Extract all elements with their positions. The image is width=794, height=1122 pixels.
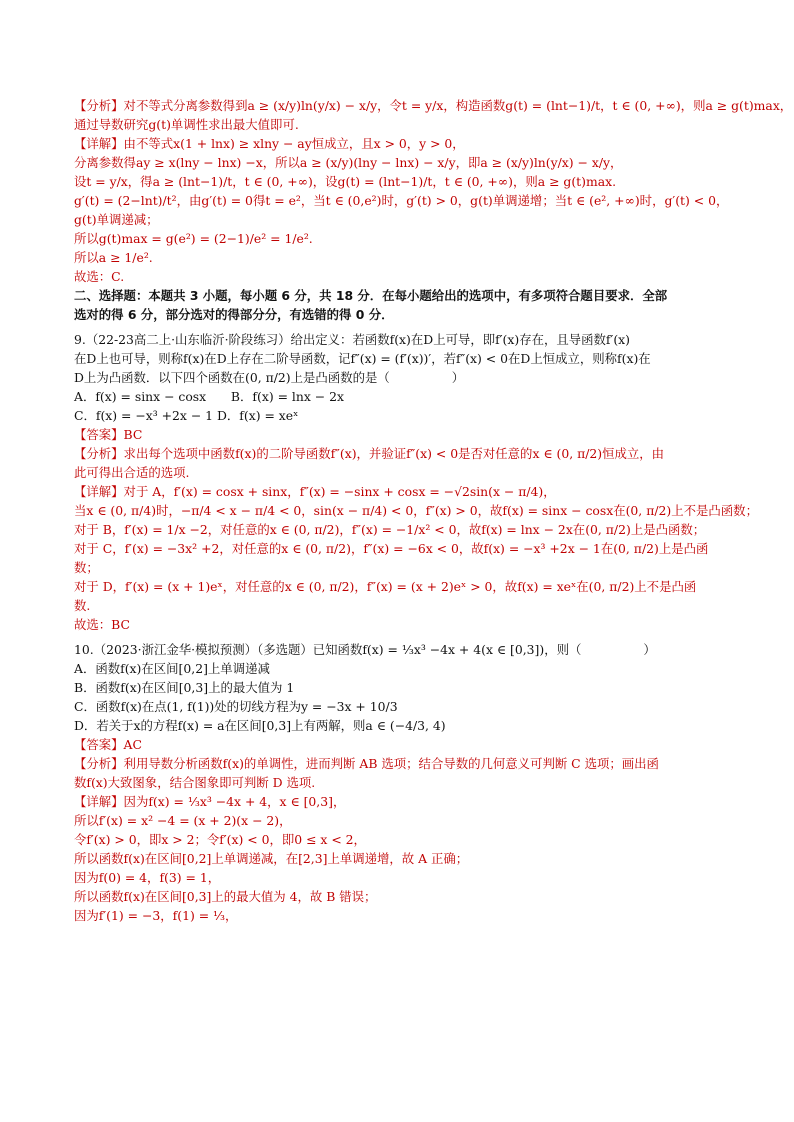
section-heading xyxy=(74,286,724,324)
text-line: 因为f′(1) = −3，f(1) = ⅓， xyxy=(74,908,238,923)
text-line: 所以a ≥ 1/e². xyxy=(74,250,153,265)
option-line: B．函数f(x)在区间[0,3]上的最大值为 1 xyxy=(74,680,295,695)
text-line: 故选：BC xyxy=(74,617,130,632)
text-line: 数f(x)大致图象，结合图象即可判断 D 选项. xyxy=(74,775,316,790)
option-line: A．f(x) = sinx − cosx B．f(x) = lnx − 2x xyxy=(74,389,344,404)
q8-analysis xyxy=(74,96,793,134)
text-line: 【详解】因为f(x) = ⅓x³ −4x + 4，x ∈ [0,3]， xyxy=(74,794,346,809)
text-line: 选对的得 6 分，部分选对的得部分分，有选错的得 0 分． xyxy=(74,307,394,322)
text-line: 对于 D，f′(x) = (x + 1)eˣ，对任意的x ∈ (0, π/2)，f″(x) = (x + 2)eˣ > 0，故f(x) = xeˣ在(0, π/2)上不是凸函 xyxy=(74,579,697,594)
q10-options xyxy=(74,659,724,735)
q10-answer: 【答案】AC xyxy=(74,737,142,752)
text-line: 9.（22-23高二上·山东临沂·阶段练习）给出定义：若函数f(x)在D上可导，即f′(x)存在，且导函数f′(x) xyxy=(74,332,630,347)
text-line: 因为f(0) = 4，f(3) = 1， xyxy=(74,870,221,885)
text-line: 令f′(x) > 0，即x > 2；令f′(x) < 0，即0 ≤ x < 2， xyxy=(74,832,366,847)
text-line: 【分析】对不等式分离参数得到a ≥ (x/y)ln(y/x) − x/y，令t = y/x，构造函数g(t) = (lnt−1)/t，t ∈ (0, +∞)，则a ≥ g(t)max， xyxy=(74,98,793,113)
option-line: D．若关于x的方程f(x) = a在区间[0,3]上有两解，则a ∈ (−4/3, 4) xyxy=(74,718,446,733)
text-line: 设t = y/x，得a ≥ (lnt−1)/t，t ∈ (0, +∞)，设g(t) = (lnt−1)/t，t ∈ (0, +∞)，则a ≥ g(t)max. xyxy=(74,174,617,189)
text-line: 所以函数f(x)在区间[0,3]上的最大值为 4，故 B 错误； xyxy=(74,889,377,904)
text-line: 所以g(t)max = g(e²) = (2−1)/e² = 1/e². xyxy=(74,231,313,246)
text-line: 数； xyxy=(74,560,99,575)
text-line: 对于 B，f′(x) = 1/x −2，对任意的x ∈ (0, π/2)，f″(x) = −1/x² < 0，故f(x) = lnx − 2x在(0, π/2)上是凸函数； xyxy=(74,522,706,537)
option-line: C．函数f(x)在点(1, f(1))处的切线方程为y = −3x + 10/3 xyxy=(74,699,398,714)
q9-answer: 【答案】BC xyxy=(74,427,143,442)
text-line: 所以f′(x) = x² −4 = (x + 2)(x − 2)， xyxy=(74,813,292,828)
q10-detail xyxy=(74,792,724,925)
q9-options xyxy=(74,387,724,425)
text-line: 通过导数研究g(t)单调性求出最大值即可. xyxy=(74,117,299,132)
text-line: 【分析】利用导数分析函数f(x)的单调性，进而判断 AB 选项；结合导数的几何意义可判断 C 选项；画出函 xyxy=(74,756,659,771)
q10-analysis xyxy=(74,754,724,792)
text-line: 【分析】求出每个选项中函数f(x)的二阶导函数f″(x)，并验证f″(x) < 0是否对任意的x ∈ (0, π/2)恒成立，由 xyxy=(74,446,665,461)
q10-stem: 10.（2023·浙江金华·模拟预测）（多选题）已知函数f(x) = ⅓x³ −4x + 4(x ∈ [0,3])，则（ ） xyxy=(74,642,656,657)
text-line: 此可得出合适的选项. xyxy=(74,465,190,480)
q9-detail xyxy=(74,482,758,634)
q8-detail xyxy=(74,134,729,286)
q9-stem xyxy=(74,330,724,387)
text-line: 故选：C. xyxy=(74,269,125,284)
text-line: 对于 C，f′(x) = −3x² +2，对任意的x ∈ (0, π/2)，f″(x) = −6x < 0，故f(x) = −x³ +2x − 1在(0, π/2)上是凸函 xyxy=(74,541,709,556)
text-line: 所以函数f(x)在区间[0,2]上单调递减，在[2,3]上单调递增，故 A 正确； xyxy=(74,851,469,866)
text-line: 在D上也可导，则称f(x)在D上存在二阶导函数，记f″(x) = (f′(x))′，若f″(x) < 0在D上恒成立，则称f(x)在 xyxy=(74,351,651,366)
q9-analysis xyxy=(74,444,724,482)
option-line: A．函数f(x)在区间[0,2]上单调递减 xyxy=(74,661,270,676)
text-line: 【详解】对于 A，f′(x) = cosx + sinx，f″(x) = −sinx + cosx = −√2sin(x − π/4)， xyxy=(74,484,556,499)
text-line: D上为凸函数．以下四个函数在(0, π/2)上是凸函数的是（ ） xyxy=(74,370,465,385)
document-page xyxy=(74,96,793,925)
text-line: 当x ∈ (0, π/4)时，−π/4 < x − π/4 < 0，sin(x − π/4) < 0，f″(x) > 0，故f(x) = sinx − cosx在(0, π/2)上不是凸函数； xyxy=(74,503,758,518)
text-line: 【详解】由不等式x(1 + lnx) ≥ xlny − ay恒成立，且x > 0，y > 0， xyxy=(74,136,465,151)
text-line: 数. xyxy=(74,598,91,613)
option-line: C．f(x) = −x³ +2x − 1 D．f(x) = xeˣ xyxy=(74,408,299,423)
text-line: 二、选择题：本题共 3 小题，每小题 6 分，共 18 分．在每小题给出的选项中，有多项符合题目要求．全部 xyxy=(74,288,668,303)
text-line: g′(t) = (2−lnt)/t²，由g′(t) = 0得t = e²，当t ∈ (0,e²)时，g′(t) > 0，g(t)单调递增；当t ∈ (e², +∞)时，g′(t) < 0， xyxy=(74,193,729,208)
text-line: g(t)单调递减； xyxy=(74,212,159,227)
text-line: 分离参数得ay ≥ x(lny − lnx) −x，所以a ≥ (x/y)(lny − lnx) − x/y，即a ≥ (x/y)ln(y/x) − x/y， xyxy=(74,155,623,170)
